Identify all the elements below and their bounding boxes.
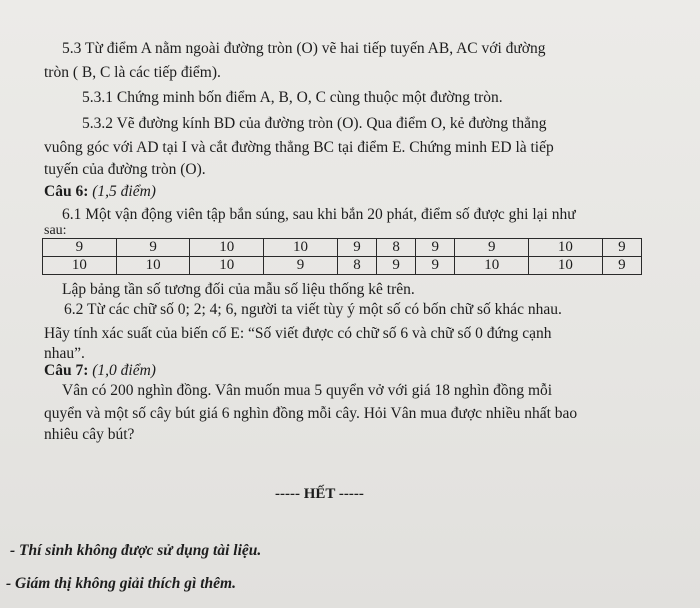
question-7-label: Câu 7:	[44, 362, 89, 379]
table-cell: 8	[377, 239, 416, 257]
table-cell: 9	[602, 257, 641, 275]
question-6-heading	[44, 183, 156, 201]
table-cell: 10	[264, 239, 338, 257]
footer-note-1: - Thí sinh không được sử dụng tài liệu.	[10, 542, 262, 559]
table-row	[43, 257, 642, 275]
table-cell: 10	[190, 257, 264, 275]
problem-6-2-line-1: 6.2 Từ các chữ số 0; 2; 4; 6, người ta viết tùy ý một số có bốn chữ số khác nhau.	[64, 301, 562, 318]
table-cell: 9	[377, 257, 416, 275]
problem-6-2-line-3: nhau”.	[44, 345, 85, 362]
table-cell: 9	[337, 239, 376, 257]
table-row	[43, 239, 642, 257]
table-cell: 9	[416, 239, 455, 257]
table-cell: 9	[416, 257, 455, 275]
problem-6-1-line-2: sau:	[44, 223, 67, 238]
question-7-line-2: quyển và một số cây bút giá 6 nghìn đồng mỗi cây. Hỏi Vân mua được nhiều nhất bao	[44, 405, 578, 422]
question-6-points: (1,5 điểm)	[92, 183, 156, 200]
table-cell: 9	[455, 239, 529, 257]
problem-6-1-line-1: 6.1 Một vận động viên tập bắn súng, sau khi bắn 20 phát, điểm số được ghi lại như	[62, 206, 576, 223]
table-cell: 10	[190, 239, 264, 257]
table-cell: 10	[529, 257, 603, 275]
table-cell: 9	[602, 239, 641, 257]
table-cell: 9	[43, 239, 117, 257]
end-of-exam-mark: ----- HẾT -----	[275, 486, 364, 502]
question-7-heading	[44, 362, 156, 380]
table-cell: 9	[264, 257, 338, 275]
problem-5-3-2-line-2: vuông góc với AD tại I và cắt đường thẳng BC tại điểm E. Chứng minh ED là tiếp	[44, 139, 554, 156]
problem-6-1-task: Lập bảng tần số tương đối của mẫu số liệu thống kê trên.	[62, 281, 415, 298]
question-7-line-3: nhiêu cây bút?	[44, 426, 135, 443]
question-7-line-1: Vân có 200 nghìn đồng. Vân muốn mua 5 quyển vở với giá 18 nghìn đồng mỗi	[62, 382, 553, 399]
problem-5-3-2-line-3: tuyến của đường tròn (O).	[44, 161, 206, 178]
table-cell: 10	[455, 257, 529, 275]
problem-5-3-line-1: 5.3 Từ điểm A nằm ngoài đường tròn (O) vẽ hai tiếp tuyến AB, AC với đường	[62, 40, 546, 57]
footer-note-2: - Giám thị không giải thích gì thêm.	[6, 575, 236, 592]
table-cell: 9	[116, 239, 190, 257]
score-table	[42, 238, 642, 275]
question-6-label: Câu 6:	[44, 183, 89, 200]
problem-6-2-line-2: Hãy tính xác suất của biến cố E: “Số viết được có chữ số 6 và chữ số 0 đứng cạnh	[44, 325, 552, 342]
table-cell: 10	[43, 257, 117, 275]
table-cell: 10	[529, 239, 603, 257]
problem-5-3-line-2: tròn ( B, C là các tiếp điểm).	[44, 64, 221, 81]
table-cell: 10	[116, 257, 190, 275]
problem-5-3-2-line-1: 5.3.2 Vẽ đường kính BD của đường tròn (O). Qua điểm O, kẻ đường thẳng	[82, 115, 547, 132]
problem-5-3-1: 5.3.1 Chứng minh bốn điểm A, B, O, C cùng thuộc một đường tròn.	[82, 89, 503, 106]
table-cell: 8	[337, 257, 376, 275]
question-7-points: (1,0 điểm)	[92, 362, 156, 379]
